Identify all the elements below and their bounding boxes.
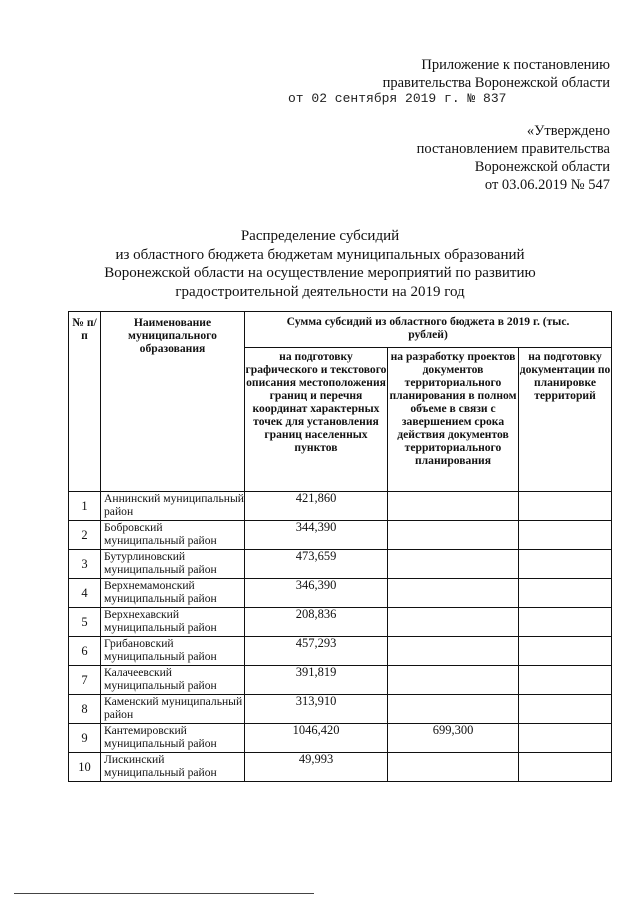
row-municipality: Бутурлиновский муниципальный район	[101, 550, 245, 579]
row-municipality: Верхнемамонский муниципальный район	[101, 579, 245, 608]
row-value-territory	[519, 492, 612, 521]
subsidy-table	[68, 311, 612, 782]
table-row	[69, 666, 612, 695]
row-value-boundaries: 208,836	[245, 608, 388, 637]
row-value-boundaries: 473,659	[245, 550, 388, 579]
row-municipality: Аннинский муниципальный район	[101, 492, 245, 521]
row-value-boundaries: 391,819	[245, 666, 388, 695]
header-sum: Сумма субсидий из областного бюджета в 2019 г. (тыс. рублей)	[245, 312, 612, 348]
row-municipality: Калачеевский муниципальный район	[101, 666, 245, 695]
row-value-boundaries: 346,390	[245, 579, 388, 608]
approved-line-3: Воронежской области	[474, 159, 610, 175]
row-number: 2	[69, 521, 101, 550]
row-number: 10	[69, 753, 101, 782]
row-value-planning	[388, 695, 519, 724]
header-sub-territory: на подготовку документации по планировке территорий	[519, 348, 612, 492]
row-value-territory	[519, 724, 612, 753]
row-value-territory	[519, 666, 612, 695]
appendix-line-2: правительства Воронежской области	[382, 75, 610, 91]
table-row	[69, 724, 612, 753]
table-row	[69, 608, 612, 637]
decree-date: от 02 сентября 2019 г. № 837	[288, 91, 507, 106]
row-value-boundaries: 1046,420	[245, 724, 388, 753]
row-municipality: Грибановский муниципальный район	[101, 637, 245, 666]
title-line-2: из областного бюджета бюджетам муниципальных образований	[115, 246, 525, 263]
title-line-1: Распределение субсидий	[240, 228, 400, 244]
row-value-planning	[388, 666, 519, 695]
row-value-planning	[388, 579, 519, 608]
row-municipality: Кантемировский муниципальный район	[101, 724, 245, 753]
row-value-planning	[388, 753, 519, 782]
row-value-territory	[519, 695, 612, 724]
row-number: 9	[69, 724, 101, 753]
row-value-boundaries: 344,390	[245, 521, 388, 550]
table-row	[69, 521, 612, 550]
table-row	[69, 492, 612, 521]
row-value-planning	[388, 637, 519, 666]
row-number: 7	[69, 666, 101, 695]
row-value-planning	[388, 608, 519, 637]
row-number: 5	[69, 608, 101, 637]
table-body	[69, 492, 612, 782]
header-sub-planning: на разработку проектов документов территориального планирования в полном объеме в связи с завершением срока действия документов территориального планирования	[388, 348, 519, 492]
document-title	[0, 227, 640, 301]
row-value-territory	[519, 753, 612, 782]
table-row	[69, 550, 612, 579]
row-value-boundaries: 421,860	[245, 492, 388, 521]
row-value-planning	[388, 550, 519, 579]
row-value-boundaries: 313,910	[245, 695, 388, 724]
row-value-boundaries: 49,993	[245, 753, 388, 782]
header-name: Наименование муниципального образования	[101, 312, 245, 492]
row-value-territory	[519, 608, 612, 637]
appendix-block	[383, 56, 610, 92]
table-row	[69, 637, 612, 666]
row-value-planning	[388, 492, 519, 521]
title-line-4: градостроительной деятельности на 2019 год	[175, 283, 465, 300]
row-value-planning	[388, 521, 519, 550]
header-number: № п/п	[69, 312, 101, 492]
row-value-territory	[519, 550, 612, 579]
approved-line-1: «Утверждено	[526, 123, 610, 139]
row-municipality: Бобровский муниципальный район	[101, 521, 245, 550]
footer-divider	[14, 893, 314, 894]
approved-line-4: от 03.06.2019 № 547	[484, 177, 610, 193]
row-value-territory	[519, 579, 612, 608]
row-number: 4	[69, 579, 101, 608]
row-value-territory	[519, 637, 612, 666]
table-row	[69, 579, 612, 608]
table-row	[69, 753, 612, 782]
row-value-planning: 699,300	[388, 724, 519, 753]
row-value-territory	[519, 521, 612, 550]
header-sub-boundaries: на подготовку графического и текстового описания местоположения границ и перечня координат характерных точек для установления границ населенных пунктов	[245, 348, 388, 492]
appendix-line-1: Приложение к постановлению	[421, 57, 610, 73]
approved-block	[417, 122, 610, 194]
row-municipality: Верхнехавский муниципальный район	[101, 608, 245, 637]
row-municipality: Лискинский муниципальный район	[101, 753, 245, 782]
table-row	[69, 695, 612, 724]
title-line-3: Воронежской области на осуществление мероприятий по развитию	[104, 265, 536, 281]
approved-line-2: постановлением правительства	[416, 141, 610, 157]
row-number: 3	[69, 550, 101, 579]
row-number: 1	[69, 492, 101, 521]
row-number: 8	[69, 695, 101, 724]
row-municipality: Каменский муниципальный район	[101, 695, 245, 724]
row-value-boundaries: 457,293	[245, 637, 388, 666]
row-number: 6	[69, 637, 101, 666]
